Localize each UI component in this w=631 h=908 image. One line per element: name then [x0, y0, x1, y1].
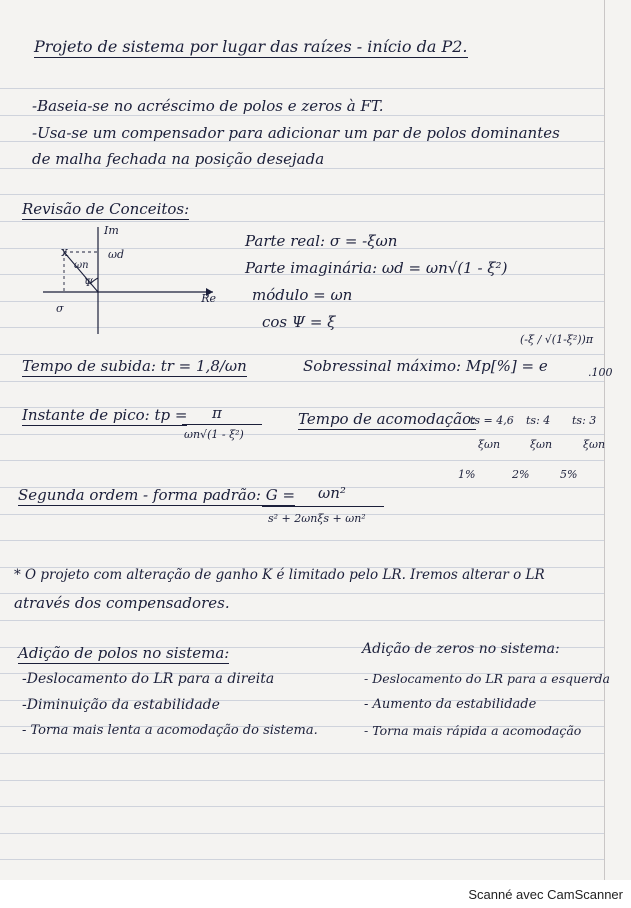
- wd-label: ωd: [108, 248, 125, 261]
- peak-time-fraction-bar: [182, 424, 262, 425]
- overshoot-exponent: (-ξ / √(1-ξ²))π: [520, 333, 594, 346]
- ruled-line: [0, 780, 604, 781]
- settling-ts-1pct: ts = 4,6: [470, 414, 514, 427]
- peak-time-label: Instante de pico: tp =: [22, 406, 188, 424]
- intro-line-2: -Usa-se um compensador para adicionar um par de polos dominantes: [32, 124, 560, 142]
- formula-modulus: módulo = ωn: [252, 286, 353, 304]
- second-order-denominator: s² + 2ωnξs + ωn²: [268, 512, 366, 525]
- settling-percent-2: 2%: [512, 468, 530, 481]
- ruled-line: [0, 460, 604, 461]
- zeros-item-2: - Aumento da estabilidade: [364, 697, 537, 712]
- psi-label: Ψ: [84, 278, 93, 289]
- ruled-line: [0, 806, 604, 807]
- ruled-line: [0, 381, 604, 382]
- second-order-label: Segunda ordem - forma padrão: G =: [18, 486, 296, 504]
- settling-divisor-5pct: ξωn: [583, 438, 606, 451]
- second-order-fraction-bar: [262, 506, 384, 507]
- ruled-line: [0, 833, 604, 834]
- note-line-2: através dos compensadores.: [14, 594, 230, 612]
- ruled-line: [0, 753, 604, 754]
- settling-percent-5: 5%: [560, 468, 578, 481]
- second-order-numerator: ωn²: [318, 484, 346, 502]
- settling-ts-2pct: ts: 4: [526, 414, 551, 427]
- settling-divisor-2pct: ξωn: [530, 438, 553, 451]
- settling-percent-1: 1%: [458, 468, 476, 481]
- pole-marker: x: [61, 245, 69, 260]
- rise-time: Tempo de subida: tr = 1,8/ωn: [22, 357, 247, 375]
- ruled-line: [0, 434, 604, 435]
- ruled-line: [0, 354, 604, 355]
- formula-real-part: Parte real: σ = -ξωn: [245, 232, 398, 250]
- ruled-line: [0, 194, 604, 195]
- ruled-line: [0, 859, 604, 860]
- poles-heading: Adição de polos no sistema:: [18, 644, 230, 662]
- intro-line-1: -Baseia-se no acréscimo de polos e zeros à FT.: [32, 97, 384, 115]
- wn-vector: [64, 252, 98, 292]
- pole-location-diagram: [18, 222, 218, 337]
- formula-cos-psi: cos Ψ = ξ: [262, 313, 336, 331]
- ruled-line: [0, 620, 604, 621]
- scanner-watermark: Scanné avec CamScanner: [468, 887, 623, 902]
- settling-divisor-1pct: ξωn: [478, 438, 501, 451]
- settling-time-label: Tempo de acomodação:: [298, 410, 477, 428]
- note-line-1: * O projeto com alteração de ganho K é limitado pelo LR. Iremos alterar o LR: [14, 567, 545, 583]
- review-heading: Revisão de Conceitos:: [22, 200, 190, 218]
- peak-time-denominator: ωn√(1 - ξ²): [184, 428, 244, 441]
- peak-time-numerator: π: [212, 404, 222, 422]
- ruled-line: [0, 88, 604, 89]
- sigma-label: σ: [56, 302, 64, 315]
- poles-item-3: - Torna mais lenta a acomodação do sistema.: [22, 723, 318, 738]
- zeros-item-1: - Deslocamento do LR para a esquerda: [364, 671, 610, 686]
- poles-item-1: -Deslocamento do LR para a direita: [22, 671, 275, 687]
- ruled-line: [0, 168, 604, 169]
- intro-line-3: de malha fechada na posição desejada: [32, 150, 325, 168]
- wn-label: ωn: [74, 260, 89, 271]
- re-label: Re: [201, 292, 216, 305]
- overshoot-label: Sobressinal máximo: Mp[%] = e: [303, 357, 548, 375]
- ruled-line: [0, 540, 604, 541]
- page-title: Projeto de sistema por lugar das raízes - início da P2.: [34, 37, 468, 56]
- im-label: Im: [104, 224, 119, 237]
- overshoot-suffix: .100: [588, 366, 613, 379]
- ruled-line: [0, 115, 604, 116]
- zeros-item-3: - Torna mais rápida a acomodação: [364, 723, 582, 738]
- formula-imag-part: Parte imaginária: ωd = ωn√(1 - ξ²): [245, 259, 508, 277]
- poles-item-2: -Diminuição da estabilidade: [22, 697, 220, 713]
- zeros-heading: Adição de zeros no sistema:: [362, 641, 560, 657]
- settling-ts-5pct: ts: 3: [572, 414, 597, 427]
